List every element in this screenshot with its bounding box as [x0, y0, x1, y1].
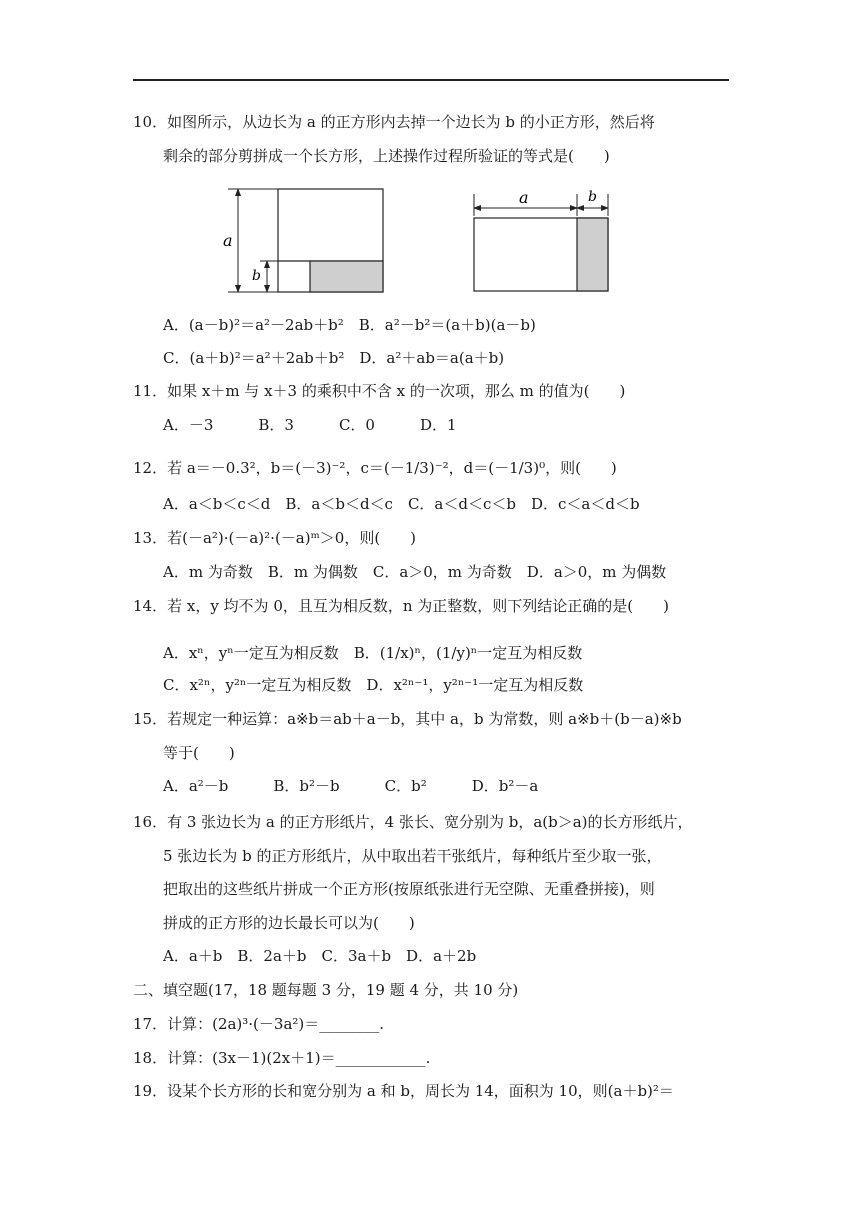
figure2-label-a: a — [519, 188, 529, 207]
q11-stem: 11．如果 x＋m 与 x＋3 的乘积中不含 x 的一次项，那么 m 的值为( ) — [133, 382, 626, 400]
q10-figure-rectangle — [466, 184, 616, 296]
q13-options: A．m 为奇数 B．m 为偶数 C．a＞0，m 为奇数 D．a＞0，m 为偶数 — [163, 563, 667, 581]
q10-options-cd: C．(a＋b)²＝a²＋2ab＋b² D．a²＋ab＝a(a＋b) — [163, 349, 505, 367]
q10-figure-square — [218, 184, 388, 296]
q14-options-cd: C．x²ⁿ，y²ⁿ一定互为相反数 D．x²ⁿ⁻¹，y²ⁿ⁻¹一定互为相反数 — [163, 676, 584, 694]
section-heading: 二、填空题(17，18 题每题 3 分，19 题 4 分，共 10 分) — [133, 981, 519, 999]
q16-stem-line4: 拼成的正方形的边长最长可以为( ) — [163, 914, 415, 932]
q16-stem-line2: 5 张边长为 b 的正方形纸片，从中取出若干张纸片，每种纸片至少取一张， — [163, 847, 662, 865]
q18: 18．计算：(3x－1)(2x＋1)＝____________. — [133, 1049, 431, 1067]
q16-stem-line1: 16．有 3 张边长为 a 的正方形纸片，4 张长、宽分别为 b，a(b＞a)的长方形纸片， — [133, 813, 693, 831]
figure1-label-a: a — [223, 231, 233, 250]
q12-stem: 12．若 a＝－0.3²，b＝(－3)⁻²，c＝(－1/3)⁻²，d＝(－1/3)⁰，则( ) — [133, 459, 617, 477]
q10-stem-line1: 10．如图所示，从边长为 a 的正方形内去掉一个边长为 b 的小正方形，然后将 — [133, 113, 655, 131]
q11-options: A．－3 B．3 C．0 D．1 — [163, 416, 457, 434]
q16-options: A．a＋b B．2a＋b C．3a＋b D．a＋2b — [163, 947, 477, 965]
figure2-label-b: b — [588, 189, 597, 205]
q16-stem-line3: 把取出的这些纸片拼成一个正方形(按原纸张进行无空隙、无重叠拼接)，则 — [163, 880, 655, 898]
q13-stem: 13．若(－a²)·(－a)²·(－a)ᵐ＞0，则( ) — [133, 529, 417, 547]
q19: 19．设某个长方形的长和宽分别为 a 和 b，周长为 14，面积为 10，则(a＋b)²＝ — [133, 1082, 674, 1100]
figure1-label-b: b — [252, 268, 261, 284]
q14-stem: 14．若 x，y 均不为 0，且互为相反数，n 为正整数，则下列结论正确的是( ) — [133, 597, 670, 615]
q14-options-ab: A．xⁿ，yⁿ一定互为相反数 B．(1/x)ⁿ，(1/y)ⁿ一定互为相反数 — [163, 644, 583, 662]
q10-options-ab: A．(a－b)²＝a²－2ab＋b² B．a²－b²＝(a＋b)(a－b) — [163, 316, 536, 334]
q15-stem-line1: 15．若规定一种运算：a※b＝ab＋a－b，其中 a，b 为常数，则 a※b＋(b－a)※b — [133, 710, 682, 728]
q12-options: A．a＜b＜c＜d B．a＜b＜d＜c C．a＜d＜c＜b D．c＜a＜d＜b — [163, 495, 640, 513]
q15-stem-line2: 等于( ) — [163, 744, 235, 762]
q15-options: A．a²－b B．b²－b C．b² D．b²－a — [163, 777, 539, 795]
header-rule — [133, 79, 729, 81]
q10-stem-line2: 剩余的部分剪拼成一个长方形，上述操作过程所验证的等式是( ) — [163, 147, 610, 165]
q17: 17．计算：(2a)³·(－3a²)＝________. — [133, 1015, 385, 1033]
